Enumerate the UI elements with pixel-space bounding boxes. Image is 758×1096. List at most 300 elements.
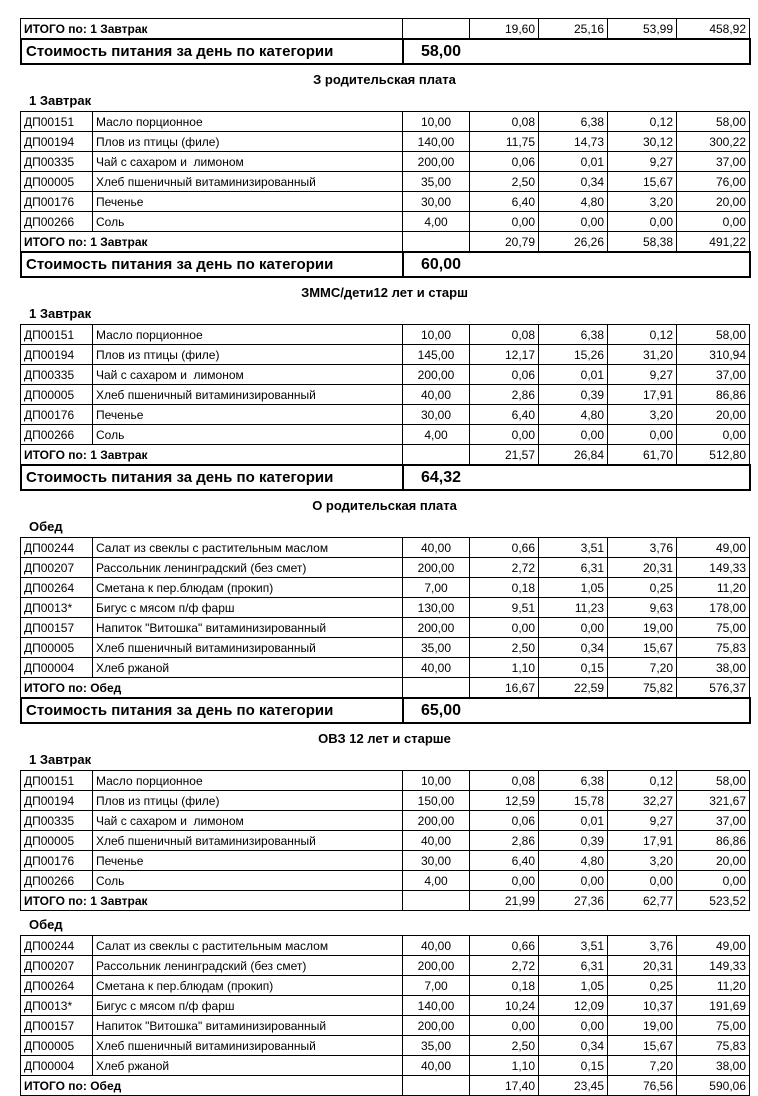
items-table (20, 935, 750, 1096)
item-qty-cell: 145,00 (403, 345, 470, 365)
category-title: О родительская плата (312, 498, 457, 513)
item-value-cell: 20,00 (677, 405, 750, 425)
item-qty-cell: 140,00 (403, 996, 470, 1016)
item-code-cell: ДП00005 (21, 1036, 93, 1056)
item-value-cell: 0,00 (470, 618, 539, 638)
item-name-cell: Хлеб пшеничный витаминизированный (93, 638, 403, 658)
item-row (21, 192, 750, 212)
meal-total-row (21, 445, 750, 465)
item-qty-cell: 30,00 (403, 405, 470, 425)
item-value-cell: 0,00 (608, 425, 677, 445)
item-value-cell: 86,86 (677, 831, 750, 851)
item-code-cell: ДП0013* (21, 598, 93, 618)
day-cost-label: Стоимость питания за день по категории (21, 39, 403, 64)
item-row (21, 638, 750, 658)
item-value-cell: 38,00 (677, 1056, 750, 1076)
item-value-cell: 6,40 (470, 405, 539, 425)
day-cost-label: Стоимость питания за день по категории (21, 698, 403, 723)
item-row (21, 618, 750, 638)
item-name-cell: Хлеб пшеничный витаминизированный (93, 831, 403, 851)
item-value-cell: 0,00 (470, 871, 539, 891)
item-value-cell: 0,34 (539, 638, 608, 658)
item-qty-cell: 7,00 (403, 976, 470, 996)
item-code-cell: ДП00207 (21, 558, 93, 578)
item-row (21, 1056, 750, 1076)
item-name-cell: Плов из птицы (филе) (93, 345, 403, 365)
item-value-cell: 9,27 (608, 365, 677, 385)
item-row (21, 345, 750, 365)
item-value-cell: 0,00 (608, 871, 677, 891)
item-row (21, 112, 750, 132)
item-value-cell: 0,08 (470, 325, 539, 345)
day-cost-table (20, 697, 751, 724)
item-value-cell: 0,01 (539, 365, 608, 385)
item-value-cell: 11,75 (470, 132, 539, 152)
item-row (21, 152, 750, 172)
item-value-cell: 9,27 (608, 152, 677, 172)
item-value-cell: 0,66 (470, 538, 539, 558)
item-code-cell: ДП00266 (21, 425, 93, 445)
item-qty-cell: 150,00 (403, 791, 470, 811)
item-value-cell: 0,01 (539, 811, 608, 831)
item-value-cell: 7,20 (608, 658, 677, 678)
meal-total-value: 21,57 (470, 445, 539, 465)
item-value-cell: 15,78 (539, 791, 608, 811)
item-value-cell: 14,73 (539, 132, 608, 152)
meal-total-value: 16,67 (470, 678, 539, 698)
item-code-cell: ДП00244 (21, 936, 93, 956)
day-cost-value: 64,32 (403, 465, 750, 490)
item-value-cell: 6,40 (470, 851, 539, 871)
item-value-cell: 6,38 (539, 325, 608, 345)
item-name-cell: Рассольник ленинградский (без смет) (93, 956, 403, 976)
item-value-cell: 1,05 (539, 578, 608, 598)
category-section (20, 498, 749, 724)
item-qty-cell: 4,00 (403, 871, 470, 891)
item-value-cell: 6,38 (539, 771, 608, 791)
meal-total-value: 23,45 (539, 1076, 608, 1096)
item-value-cell: 58,00 (677, 325, 750, 345)
item-qty-cell: 30,00 (403, 192, 470, 212)
item-value-cell: 1,05 (539, 976, 608, 996)
category-title: З родительская плата (313, 72, 456, 87)
item-value-cell: 2,86 (470, 831, 539, 851)
item-code-cell: ДП00266 (21, 871, 93, 891)
meal-total-value: 458,92 (677, 19, 750, 39)
item-code-cell: ДП00194 (21, 132, 93, 152)
item-qty-cell: 200,00 (403, 811, 470, 831)
item-value-cell: 0,00 (470, 1016, 539, 1036)
item-row (21, 132, 750, 152)
item-row (21, 811, 750, 831)
item-name-cell: Масло порционное (93, 325, 403, 345)
meal-total-label: ИТОГО по: 1 Завтрак (21, 232, 403, 252)
item-name-cell: Соль (93, 871, 403, 891)
meal-total-value: 75,82 (608, 678, 677, 698)
meal-total-value: 19,60 (470, 19, 539, 39)
item-name-cell: Чай с сахаром и лимоном (93, 365, 403, 385)
item-value-cell: 17,91 (608, 385, 677, 405)
item-value-cell: 6,38 (539, 112, 608, 132)
item-code-cell: ДП00264 (21, 578, 93, 598)
item-value-cell: 0,34 (539, 172, 608, 192)
item-value-cell: 75,00 (677, 1016, 750, 1036)
item-value-cell: 20,31 (608, 956, 677, 976)
meal-total-value: 590,06 (677, 1076, 750, 1096)
item-value-cell: 30,12 (608, 132, 677, 152)
item-code-cell: ДП00151 (21, 771, 93, 791)
meal-total-value: 512,80 (677, 445, 750, 465)
item-row (21, 385, 750, 405)
item-qty-cell: 30,00 (403, 851, 470, 871)
item-name-cell: Печенье (93, 405, 403, 425)
item-row (21, 325, 750, 345)
item-value-cell: 20,31 (608, 558, 677, 578)
item-value-cell: 32,27 (608, 791, 677, 811)
item-name-cell: Печенье (93, 192, 403, 212)
item-value-cell: 15,67 (608, 638, 677, 658)
item-code-cell: ДП00005 (21, 638, 93, 658)
item-row (21, 996, 750, 1016)
item-value-cell: 9,27 (608, 811, 677, 831)
item-code-cell: ДП00005 (21, 385, 93, 405)
item-value-cell: 31,20 (608, 345, 677, 365)
day-cost-table (20, 251, 751, 278)
day-cost-label: Стоимость питания за день по категории (21, 252, 403, 277)
item-name-cell: Хлеб пшеничный витаминизированный (93, 172, 403, 192)
meal-total-row (21, 678, 750, 698)
item-value-cell: 300,22 (677, 132, 750, 152)
item-value-cell: 75,83 (677, 638, 750, 658)
meal-total-value: 26,84 (539, 445, 608, 465)
meal-total-value: 76,56 (608, 1076, 677, 1096)
items-table (20, 324, 750, 465)
item-value-cell: 4,80 (539, 405, 608, 425)
item-qty-cell: 40,00 (403, 538, 470, 558)
item-row (21, 1016, 750, 1036)
item-value-cell: 3,20 (608, 405, 677, 425)
item-name-cell: Сметана к пер.блюдам (прокип) (93, 976, 403, 996)
item-value-cell: 0,00 (470, 425, 539, 445)
item-value-cell: 0,08 (470, 112, 539, 132)
item-value-cell: 0,25 (608, 976, 677, 996)
item-qty-cell: 35,00 (403, 172, 470, 192)
day-cost-value: 60,00 (403, 252, 750, 277)
carryover-total-table (20, 18, 750, 39)
item-name-cell: Бигус с мясом п/ф фарш (93, 598, 403, 618)
meal-total-value: 523,52 (677, 891, 750, 911)
day-cost-value: 58,00 (403, 39, 750, 64)
item-code-cell: ДП00335 (21, 365, 93, 385)
item-code-cell: ДП00151 (21, 325, 93, 345)
category-title: ОВЗ 12 лет и старше (318, 731, 451, 746)
item-value-cell: 0,34 (539, 1036, 608, 1056)
item-value-cell: 0,00 (470, 212, 539, 232)
item-qty-cell: 130,00 (403, 598, 470, 618)
item-row (21, 425, 750, 445)
category-title: ЗММС/дети12 лет и старш (301, 285, 468, 300)
items-table (20, 770, 750, 911)
item-value-cell: 191,69 (677, 996, 750, 1016)
item-code-cell: ДП00151 (21, 112, 93, 132)
item-value-cell: 11,20 (677, 976, 750, 996)
item-value-cell: 10,24 (470, 996, 539, 1016)
item-code-cell: ДП00176 (21, 192, 93, 212)
meal-total-empty-cell (403, 678, 470, 698)
day-cost-table (20, 38, 751, 65)
item-value-cell: 9,63 (608, 598, 677, 618)
item-value-cell: 49,00 (677, 936, 750, 956)
item-value-cell: 0,25 (608, 578, 677, 598)
item-value-cell: 20,00 (677, 192, 750, 212)
day-cost-row (21, 698, 750, 723)
item-value-cell: 3,76 (608, 538, 677, 558)
item-value-cell: 12,09 (539, 996, 608, 1016)
item-value-cell: 7,20 (608, 1056, 677, 1076)
item-code-cell: ДП00005 (21, 172, 93, 192)
item-code-cell: ДП00176 (21, 851, 93, 871)
day-cost-label: Стоимость питания за день по категории (21, 465, 403, 490)
item-name-cell: Салат из свеклы с растительным маслом (93, 538, 403, 558)
item-code-cell: ДП00004 (21, 1056, 93, 1076)
item-name-cell: Сметана к пер.блюдам (прокип) (93, 578, 403, 598)
item-value-cell: 6,31 (539, 956, 608, 976)
item-value-cell: 0,00 (539, 425, 608, 445)
item-qty-cell: 4,00 (403, 425, 470, 445)
item-name-cell: Масло порционное (93, 771, 403, 791)
item-name-cell: Хлеб пшеничный витаминизированный (93, 385, 403, 405)
item-name-cell: Бигус с мясом п/ф фарш (93, 996, 403, 1016)
item-value-cell: 58,00 (677, 112, 750, 132)
item-value-cell: 58,00 (677, 771, 750, 791)
item-code-cell: ДП00176 (21, 405, 93, 425)
meal-total-row (21, 19, 750, 39)
item-value-cell: 0,00 (608, 212, 677, 232)
item-name-cell: Салат из свеклы с растительным маслом (93, 936, 403, 956)
item-value-cell: 6,31 (539, 558, 608, 578)
item-qty-cell: 7,00 (403, 578, 470, 598)
item-value-cell: 2,86 (470, 385, 539, 405)
day-cost-table (20, 464, 751, 491)
item-name-cell: Напиток "Витошка" витаминизированный (93, 1016, 403, 1036)
meal-title: 1 Завтрак (29, 306, 92, 321)
meal-total-value: 576,37 (677, 678, 750, 698)
item-value-cell: 2,50 (470, 638, 539, 658)
meal-title: 1 Завтрак (29, 93, 92, 108)
item-value-cell: 0,00 (677, 212, 750, 232)
item-qty-cell: 35,00 (403, 638, 470, 658)
item-value-cell: 0,00 (677, 871, 750, 891)
item-value-cell: 0,15 (539, 1056, 608, 1076)
item-value-cell: 10,37 (608, 996, 677, 1016)
meal-total-row (21, 1076, 750, 1096)
item-value-cell: 38,00 (677, 658, 750, 678)
item-row (21, 405, 750, 425)
item-value-cell: 6,40 (470, 192, 539, 212)
item-name-cell: Печенье (93, 851, 403, 871)
item-value-cell: 178,00 (677, 598, 750, 618)
meal-total-value: 27,36 (539, 891, 608, 911)
item-value-cell: 2,72 (470, 558, 539, 578)
day-cost-row (21, 252, 750, 277)
item-qty-cell: 200,00 (403, 365, 470, 385)
item-value-cell: 0,00 (539, 618, 608, 638)
item-value-cell: 0,06 (470, 811, 539, 831)
item-qty-cell: 40,00 (403, 936, 470, 956)
item-qty-cell: 140,00 (403, 132, 470, 152)
item-value-cell: 0,18 (470, 578, 539, 598)
item-name-cell: Плов из птицы (филе) (93, 791, 403, 811)
item-qty-cell: 40,00 (403, 385, 470, 405)
item-row (21, 771, 750, 791)
item-value-cell: 0,39 (539, 831, 608, 851)
meal-total-value: 53,99 (608, 19, 677, 39)
item-value-cell: 0,18 (470, 976, 539, 996)
item-qty-cell: 10,00 (403, 771, 470, 791)
item-qty-cell: 200,00 (403, 152, 470, 172)
meal-total-row (21, 232, 750, 252)
item-row (21, 851, 750, 871)
meal-total-value: 62,77 (608, 891, 677, 911)
item-qty-cell: 40,00 (403, 658, 470, 678)
item-row (21, 598, 750, 618)
item-value-cell: 0,12 (608, 325, 677, 345)
meal-total-label: ИТОГО по: 1 Завтрак (21, 891, 403, 911)
item-value-cell: 3,51 (539, 936, 608, 956)
item-qty-cell: 200,00 (403, 558, 470, 578)
item-value-cell: 0,66 (470, 936, 539, 956)
item-value-cell: 0,00 (539, 1016, 608, 1036)
item-row (21, 936, 750, 956)
item-row (21, 365, 750, 385)
item-value-cell: 3,20 (608, 192, 677, 212)
item-row (21, 791, 750, 811)
meal-total-value: 61,70 (608, 445, 677, 465)
item-value-cell: 11,23 (539, 598, 608, 618)
item-code-cell: ДП00335 (21, 152, 93, 172)
category-section (20, 731, 749, 1096)
item-row (21, 172, 750, 192)
item-qty-cell: 40,00 (403, 831, 470, 851)
item-code-cell: ДП00207 (21, 956, 93, 976)
item-value-cell: 0,06 (470, 152, 539, 172)
item-value-cell: 3,51 (539, 538, 608, 558)
meal-total-value: 21,99 (470, 891, 539, 911)
meal-title: Обед (29, 519, 63, 534)
item-value-cell: 3,76 (608, 936, 677, 956)
item-code-cell: ДП00005 (21, 831, 93, 851)
item-value-cell: 4,80 (539, 192, 608, 212)
item-value-cell: 0,00 (677, 425, 750, 445)
item-code-cell: ДП00004 (21, 658, 93, 678)
meal-total-empty-cell (403, 891, 470, 911)
item-row (21, 956, 750, 976)
meal-total-value: 491,22 (677, 232, 750, 252)
item-value-cell: 149,33 (677, 558, 750, 578)
item-code-cell: ДП00194 (21, 791, 93, 811)
item-value-cell: 20,00 (677, 851, 750, 871)
meal-total-empty-cell (403, 445, 470, 465)
item-value-cell: 17,91 (608, 831, 677, 851)
category-section (20, 72, 749, 278)
meal-total-value: 20,79 (470, 232, 539, 252)
item-value-cell: 12,17 (470, 345, 539, 365)
item-value-cell: 15,67 (608, 1036, 677, 1056)
item-code-cell: ДП00157 (21, 1016, 93, 1036)
item-qty-cell: 10,00 (403, 112, 470, 132)
item-row (21, 578, 750, 598)
item-value-cell: 86,86 (677, 385, 750, 405)
item-value-cell: 37,00 (677, 152, 750, 172)
item-name-cell: Напиток "Витошка" витаминизированный (93, 618, 403, 638)
item-value-cell: 37,00 (677, 811, 750, 831)
day-cost-value: 65,00 (403, 698, 750, 723)
item-name-cell: Плов из птицы (филе) (93, 132, 403, 152)
item-name-cell: Соль (93, 212, 403, 232)
meal-title: 1 Завтрак (29, 752, 92, 767)
meal-total-label: ИТОГО по: Обед (21, 1076, 403, 1096)
item-value-cell: 49,00 (677, 538, 750, 558)
item-value-cell: 1,10 (470, 1056, 539, 1076)
item-code-cell: ДП00194 (21, 345, 93, 365)
item-row (21, 871, 750, 891)
meal-total-empty-cell (403, 19, 470, 39)
item-qty-cell: 4,00 (403, 212, 470, 232)
item-row (21, 212, 750, 232)
meal-total-value: 17,40 (470, 1076, 539, 1096)
item-qty-cell: 200,00 (403, 618, 470, 638)
meal-total-row (21, 891, 750, 911)
item-value-cell: 0,00 (539, 212, 608, 232)
item-value-cell: 4,80 (539, 851, 608, 871)
item-row (21, 538, 750, 558)
item-name-cell: Чай с сахаром и лимоном (93, 152, 403, 172)
item-qty-cell: 200,00 (403, 956, 470, 976)
item-value-cell: 321,67 (677, 791, 750, 811)
item-name-cell: Хлеб ржаной (93, 658, 403, 678)
meal-total-value: 22,59 (539, 678, 608, 698)
item-name-cell: Хлеб пшеничный витаминизированный (93, 1036, 403, 1056)
item-value-cell: 310,94 (677, 345, 750, 365)
item-code-cell: ДП00264 (21, 976, 93, 996)
item-value-cell: 19,00 (608, 1016, 677, 1036)
item-code-cell: ДП00335 (21, 811, 93, 831)
item-value-cell: 0,06 (470, 365, 539, 385)
item-value-cell: 0,00 (539, 871, 608, 891)
meal-total-label: ИТОГО по: Обед (21, 678, 403, 698)
item-row (21, 976, 750, 996)
meal-total-value: 25,16 (539, 19, 608, 39)
item-value-cell: 76,00 (677, 172, 750, 192)
item-value-cell: 15,26 (539, 345, 608, 365)
item-value-cell: 0,08 (470, 771, 539, 791)
item-qty-cell: 10,00 (403, 325, 470, 345)
item-value-cell: 2,72 (470, 956, 539, 976)
item-value-cell: 75,00 (677, 618, 750, 638)
items-table (20, 111, 750, 252)
item-qty-cell: 35,00 (403, 1036, 470, 1056)
item-row (21, 831, 750, 851)
item-code-cell: ДП00266 (21, 212, 93, 232)
item-row (21, 558, 750, 578)
item-value-cell: 0,39 (539, 385, 608, 405)
item-name-cell: Масло порционное (93, 112, 403, 132)
item-value-cell: 9,51 (470, 598, 539, 618)
item-value-cell: 2,50 (470, 172, 539, 192)
item-value-cell: 11,20 (677, 578, 750, 598)
item-value-cell: 149,33 (677, 956, 750, 976)
item-row (21, 1036, 750, 1056)
